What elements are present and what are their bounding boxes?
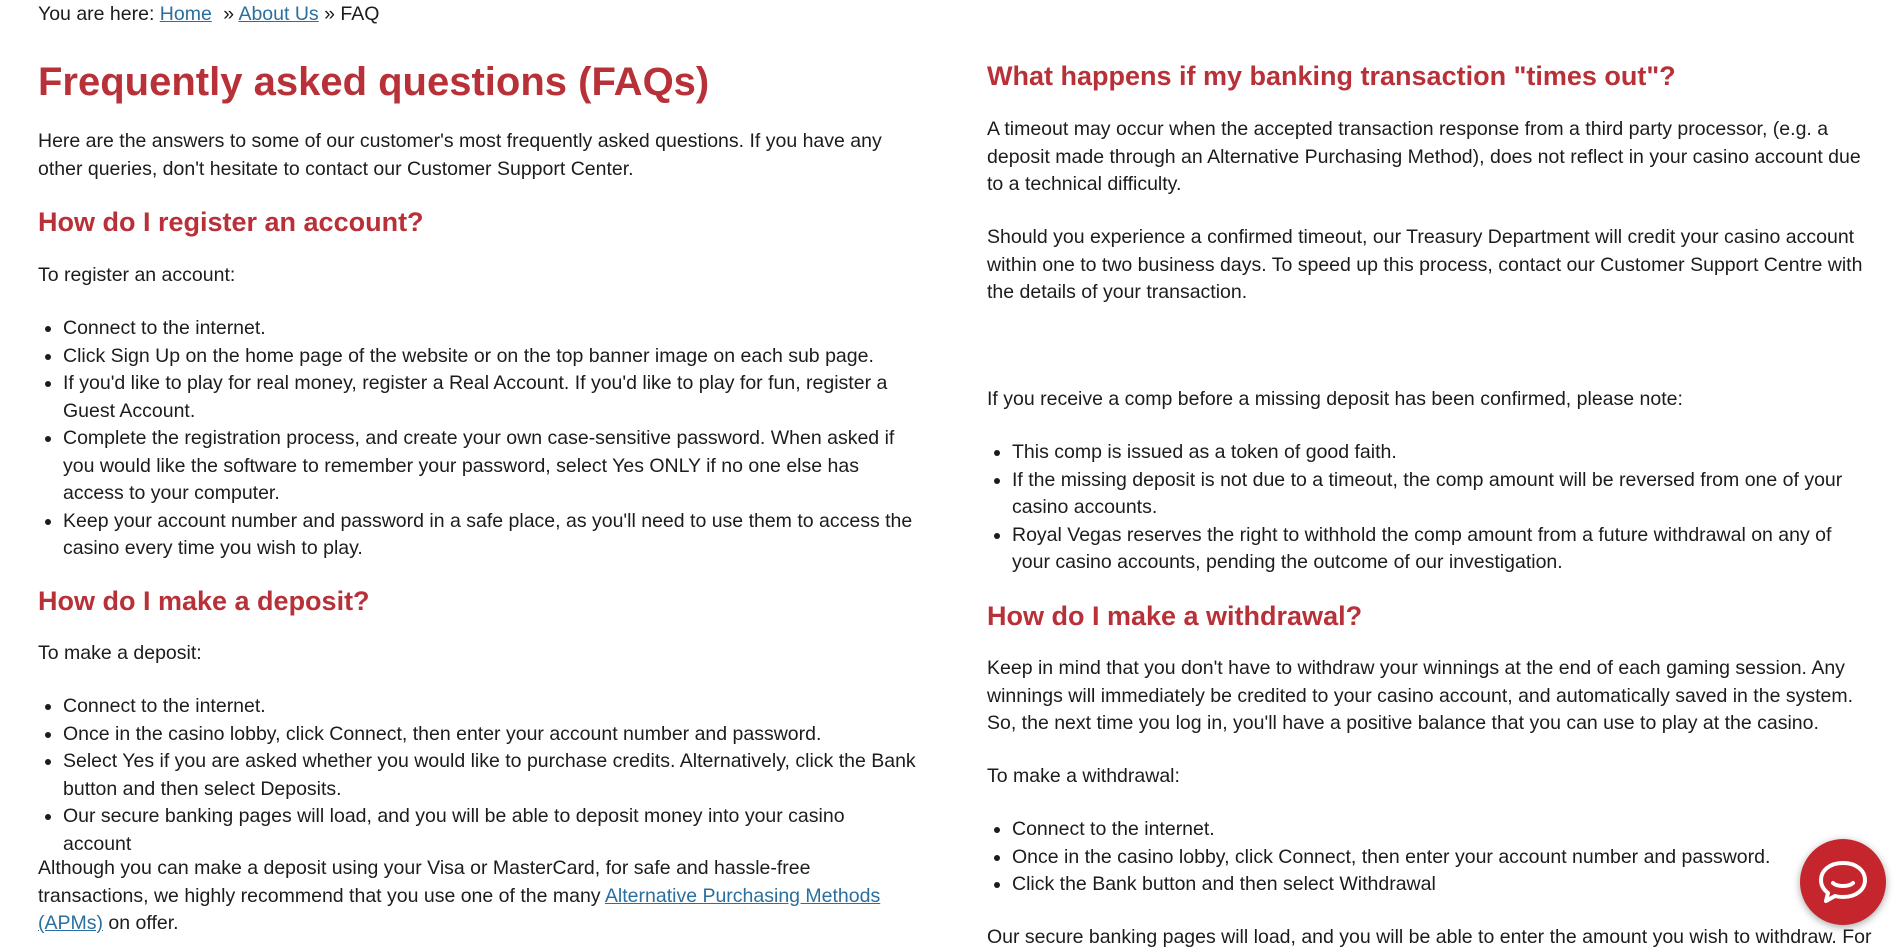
breadcrumb-about-link[interactable]: About Us: [238, 3, 319, 25]
list-item: • Connect to the internet.: [63, 693, 918, 721]
list-item: • Our secure banking pages will load, and you will be able to deposit money into your casino account: [63, 803, 918, 858]
list-item: • If you'd like to play for real money, register a Real Account. If you'd like to play for fun, register a Guest Account.: [63, 370, 918, 425]
breadcrumb-prefix: You are here:: [38, 3, 155, 25]
breadcrumb-separator: »: [223, 3, 235, 25]
deposit-heading: How do I make a deposit?: [38, 586, 370, 616]
page-title: Frequently asked questions (FAQs): [38, 60, 710, 104]
list-item: • Connect to the internet.: [63, 315, 918, 343]
withdrawal-lead: To make a withdrawal:: [987, 765, 1180, 787]
list-item: • Royal Vegas reserves the right to withhold the comp amount from a future withdrawal on any of your casino accounts, pending the outcome of our investigation.: [1012, 522, 1867, 577]
withdrawal-heading: How do I make a withdrawal?: [987, 601, 1363, 631]
register-lead: To register an account:: [38, 264, 236, 286]
withdrawal-steps: [987, 816, 1867, 899]
list-item: • This comp is issued as a token of good faith.: [1012, 439, 1867, 467]
list-item: • Complete the registration process, and create your own case-sensitive password. When asked if you would like the software to remember your password, select Yes ONLY if no one else has access to your computer.: [63, 425, 918, 508]
list-item: • Click the Bank button and then select Withdrawal: [1012, 871, 1867, 899]
breadcrumb-current: FAQ: [340, 3, 380, 25]
deposit-note-end: on offer.: [108, 912, 179, 934]
list-item: • Select Yes if you are asked whether you would like to purchase credits. Alternatively, click the Bank button and then select Deposits.: [63, 748, 918, 803]
register-steps: [38, 315, 918, 563]
register-heading: How do I register an account?: [38, 207, 424, 237]
breadcrumb-home-link[interactable]: Home: [159, 3, 212, 25]
breadcrumb-separator: »: [324, 3, 335, 25]
timeout-paragraph-1: A timeout may occur when the accepted transaction response from a third party processor, (e.g. a deposit made through an Alternative Purchasing Method), does not reflect in your casino account due to a technical difficulty.: [987, 118, 1861, 195]
withdrawal-cutoff-text: Our secure banking pages will load, and you will be able to enter the amount you wish to withdraw. For: [987, 926, 1872, 948]
list-item: • Keep your account number and password in a safe place, as you'll need to use them to access the casino every time you wish to play.: [63, 508, 918, 563]
chat-bubble-icon: [1817, 859, 1869, 905]
list-item: • Connect to the internet.: [1012, 816, 1867, 844]
intro-text: Here are the answers to some of our customer's most frequently asked questions. If you have any other queries, don't hesitate to contact our Customer Support Center.: [38, 130, 882, 180]
comp-list: [987, 439, 1867, 577]
deposit-note-text: Although you can make a deposit using your Visa or MasterCard, for safe and hassle-free transactions, we highly recommend that you use one of the many: [38, 857, 811, 907]
apm-link[interactable]: Alternative Purchasing Methods (APMs): [38, 884, 881, 934]
deposit-note: [38, 855, 918, 938]
list-item: • Click Sign Up on the home page of the website or on the top banner image on each sub page.: [63, 343, 918, 371]
deposit-lead: To make a deposit:: [38, 642, 202, 664]
list-item: • If the missing deposit is not due to a timeout, the comp amount will be reversed from one of your casino accounts.: [1012, 467, 1867, 522]
list-item: • Once in the casino lobby, click Connect, then enter your account number and password.: [63, 721, 918, 749]
list-item: • Once in the casino lobby, click Connect, then enter your account number and password.: [1012, 844, 1867, 872]
deposit-steps: [38, 693, 918, 858]
breadcrumb: [38, 1, 379, 28]
timeout-paragraph-2: Should you experience a confirmed timeout, our Treasury Department will credit your casino account within one to two business days. To speed up this process, contact our Customer Support Centre with the details of your transaction.: [987, 226, 1863, 303]
timeout-heading: What happens if my banking transaction "times out"?: [987, 61, 1676, 91]
comp-lead: If you receive a comp before a missing deposit has been confirmed, please note:: [987, 388, 1683, 410]
chat-button[interactable]: [1800, 839, 1886, 925]
withdrawal-paragraph: Keep in mind that you don't have to withdraw your winnings at the end of each gaming session. Any winnings will immediately be credited to your casino account, and automatically saved in the system. So, the next time you log in, you'll have a positive balance that you can use to play at the casino.: [987, 657, 1854, 734]
